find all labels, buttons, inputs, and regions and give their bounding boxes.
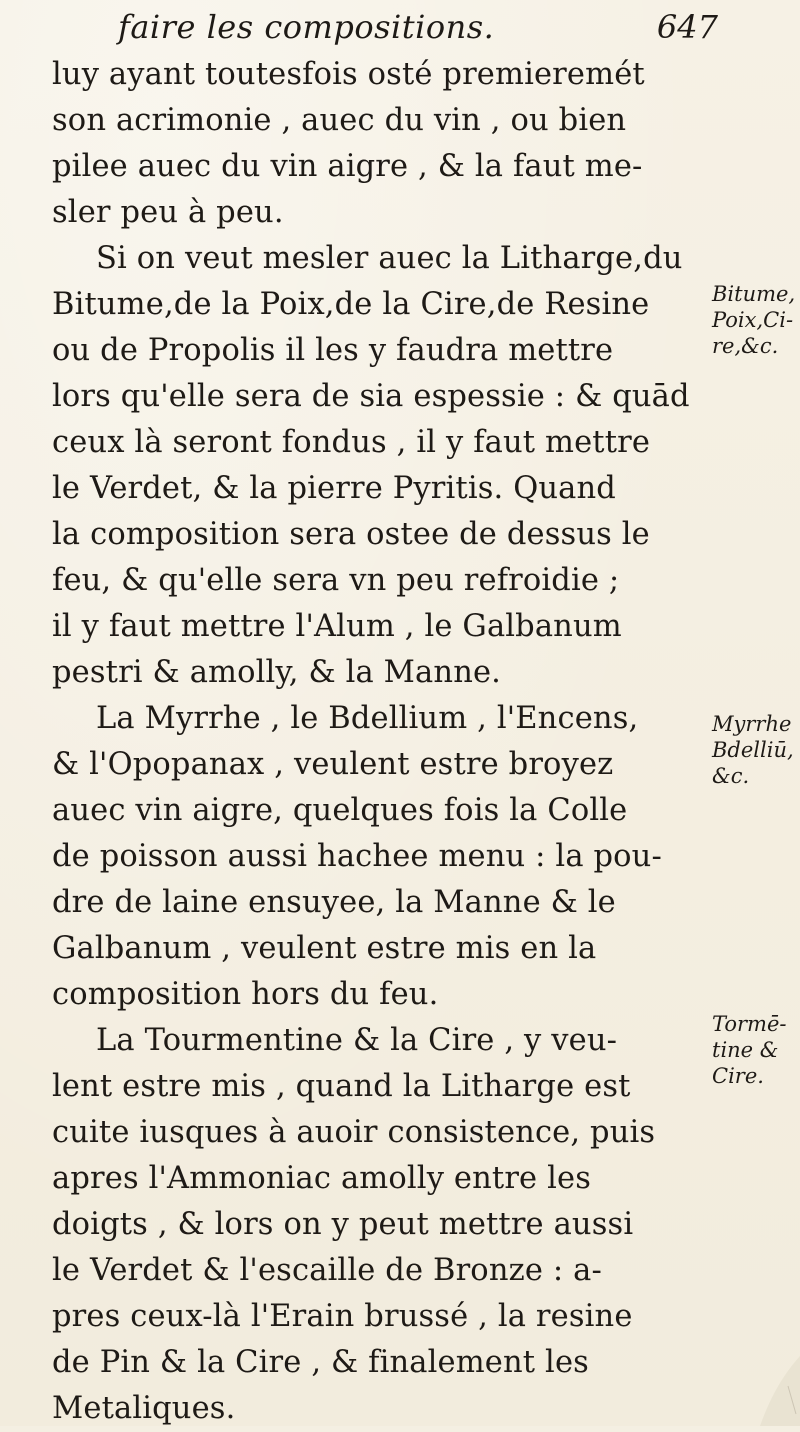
margin-note: Poix,Ci- — [712, 308, 794, 332]
running-title: faire les compositions. — [118, 8, 495, 46]
margin-note: Tormē- — [712, 1012, 787, 1036]
text-line: de poisson aussi hachee menu : la pou- — [52, 839, 662, 874]
text-line: ceux là seront fondus , il y faut mettre — [52, 425, 651, 460]
text-line: Bitume,de la Poix,de la Cire,de Resine — [52, 287, 650, 322]
text-line: la composition sera ostee de dessus le — [52, 517, 650, 552]
text-line: sler peu à peu. — [52, 195, 284, 230]
text-line: le Verdet & l'escaille de Bronze : a- — [52, 1253, 602, 1288]
text-line: Si on veut mesler auec la Litharge,du — [96, 241, 683, 276]
text-line: son acrimonie , auec du vin , ou bien — [52, 103, 627, 138]
text-line: de Pin & la Cire , & finalement les — [52, 1345, 589, 1380]
margin-note: Bitume, — [712, 282, 796, 306]
text-line: le Verdet, & la pierre Pyritis. Quand — [52, 471, 616, 506]
page-number: 647 — [656, 8, 718, 46]
margin-note: tine & — [712, 1038, 779, 1062]
page-corner-wear — [730, 1346, 800, 1426]
text-line: lent estre mis , quand la Litharge est — [52, 1069, 631, 1104]
text-line: pestri & amolly, & la Manne. — [52, 655, 502, 690]
margin-note: &c. — [712, 764, 750, 788]
text-line: pres ceux-là l'Erain brussé , la resine — [52, 1299, 633, 1334]
text-line: Galbanum , veulent estre mis en la — [52, 931, 597, 966]
margin-note: Cire. — [712, 1064, 764, 1088]
text-line: La Tourmentine & la Cire , y veu- — [96, 1023, 618, 1058]
text-line: apres l'Ammoniac amolly entre les — [52, 1161, 591, 1196]
text-line: composition hors du feu. — [52, 977, 439, 1012]
text-line: feu, & qu'elle sera vn peu refroidie ; — [52, 563, 620, 598]
text-line: il y faut mettre l'Alum , le Galbanum — [52, 609, 622, 644]
text-line: La Myrrhe , le Bdellium , l'Encens, — [96, 701, 639, 736]
text-line: ou de Propolis il les y faudra mettre — [52, 333, 614, 368]
text-line: lors qu'elle sera de sia espessie : & quād — [52, 379, 690, 414]
text-line: Metaliques. — [52, 1391, 236, 1426]
text-line: cuite iusques à auoir consistence, puis — [52, 1115, 656, 1150]
text-line: dre de laine ensuyee, la Manne & le — [52, 885, 616, 920]
text-line: doigts , & lors on y peut mettre aussi — [52, 1207, 634, 1242]
margin-note: re,&c. — [712, 334, 779, 358]
body-text — [52, 52, 692, 1432]
text-line: luy ayant toutesfois osté premieremét — [52, 57, 645, 92]
text-line: & l'Opopanax , veulent estre broyez — [52, 747, 614, 782]
text-line: auec vin aigre, quelques fois la Colle — [52, 793, 628, 828]
text-line: pilee auec du vin aigre , & la faut me- — [52, 149, 643, 184]
margin-note: Myrrhe — [712, 712, 792, 736]
margin-note: Bdelliū, — [712, 738, 794, 762]
running-head — [118, 8, 718, 56]
